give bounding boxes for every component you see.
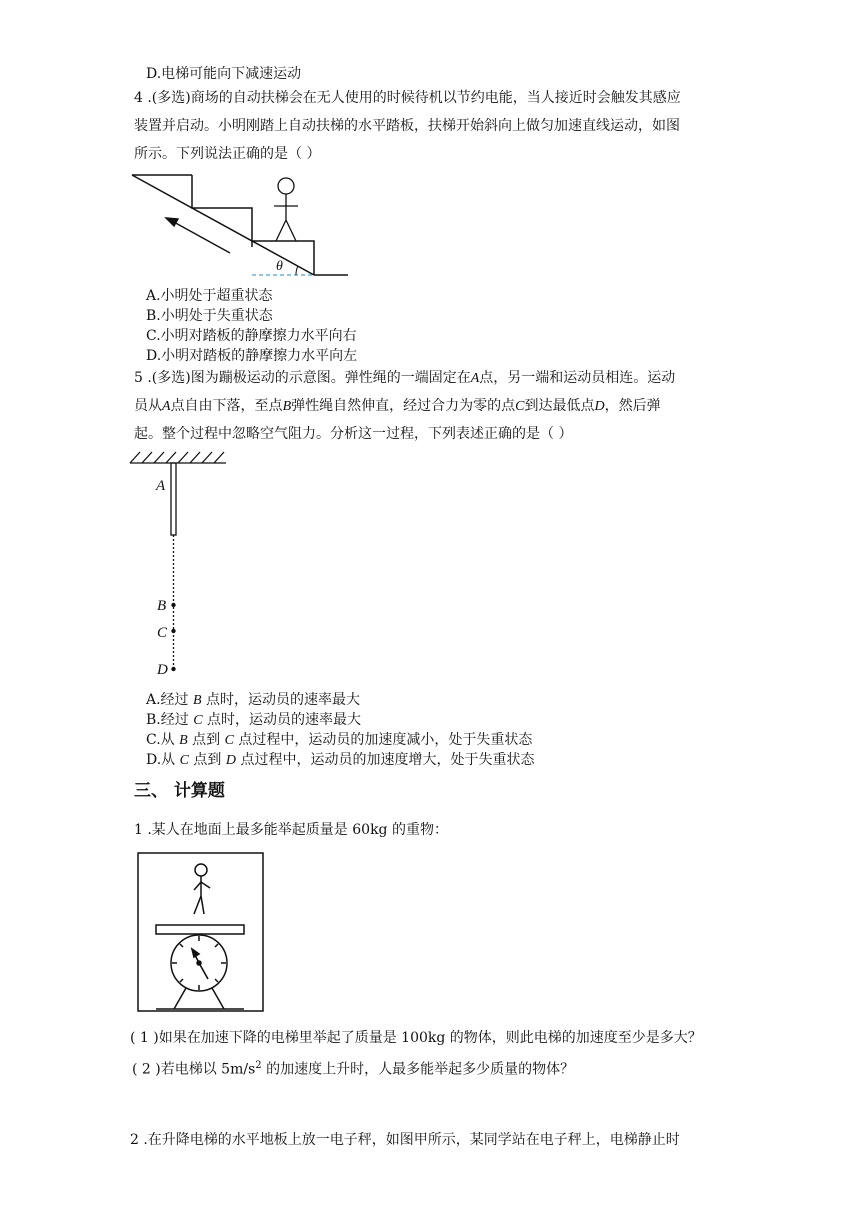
q3-option-d: D.电梯可能向下减速运动 (146, 66, 302, 82)
q5-stem-line1: 5 .(多选)图为蹦极运动的示意图。弹性绳的一端固定在A点，另一端和运动员相连。运动 (134, 370, 676, 386)
calc1-part2: ( 2 )若电梯以 $5m/s^2$ 的加速度上升时，人最多能举起多少质量的物体？ (132, 1060, 575, 1078)
q4-stem-line2: 装置并启动。小明刚踏上自动扶梯的水平踏板，扶梯开始斜向上做匀加速直线运动，如图 (134, 118, 680, 134)
bungee-diagram (126, 448, 236, 684)
q4-option-a: A.小明处于超重状态 (146, 288, 273, 304)
point-d-label: D (157, 662, 168, 678)
q5-option-b: B.经过 C 点时，运动员的速率最大 (146, 712, 361, 728)
q5-option-d: D.从 C 点到 D 点过程中，运动员的加速度增大，处于失重状态 (146, 752, 535, 768)
calc1-intro: 1 .某人在地面上最多能举起质量是 60kg 的重物： (134, 822, 448, 838)
q5-option-a: A.经过 B 点时，运动员的速率最大 (146, 692, 361, 708)
escalator-diagram (126, 168, 356, 280)
q4-option-c: C.小明对踏板的静摩擦力水平向右 (146, 328, 357, 344)
calc1-part1: ( 1 )如果在加速下降的电梯里举起了质量是 100kg 的物体，则此电梯的加速度至少是多大？ (130, 1030, 702, 1046)
calc2-stem-line1: 2 .在升降电梯的水平地板上放一电子秤，如图甲所示，某同学站在电子秤上，电梯静止时 (130, 1132, 680, 1148)
point-c-label: C (157, 625, 168, 641)
person-figure (274, 178, 298, 241)
q5-stem-line2: 员从A点自由下落，至点B弹性绳自然伸直，经过合力为零的点C到达最低点D，然后弹 (134, 398, 661, 414)
elevator-scale-diagram (136, 850, 268, 1016)
q5-option-c: C.从 B 点到 C 点过程中，运动员的加速度减小，处于失重状态 (146, 732, 533, 748)
angle-theta-label: θ (276, 259, 283, 274)
q4-option-b: B.小明处于失重状态 (146, 308, 273, 324)
point-c-dot (171, 629, 175, 633)
q4-stem-line3: 所示。下列说法正确的是（ ） (134, 146, 321, 162)
point-d-dot (171, 667, 175, 671)
point-a-label: A (156, 478, 166, 494)
point-b-dot (171, 603, 175, 607)
q4-option-d: D.小明对踏板的静摩擦力水平向左 (146, 348, 358, 364)
point-b-label: B (157, 598, 167, 614)
q4-stem-line1: 4 .(多选)商场的自动扶梯会在无人使用的时候待机以节约电能，当人接近时会触发其感应 (134, 90, 681, 106)
q5-stem-line3: 起。整个过程中忽略空气阻力。分析这一过程，下列表述正确的是（ ） (134, 426, 573, 442)
section-title: 三、 计算题 (134, 781, 225, 801)
scale-needle-icon (192, 949, 208, 979)
